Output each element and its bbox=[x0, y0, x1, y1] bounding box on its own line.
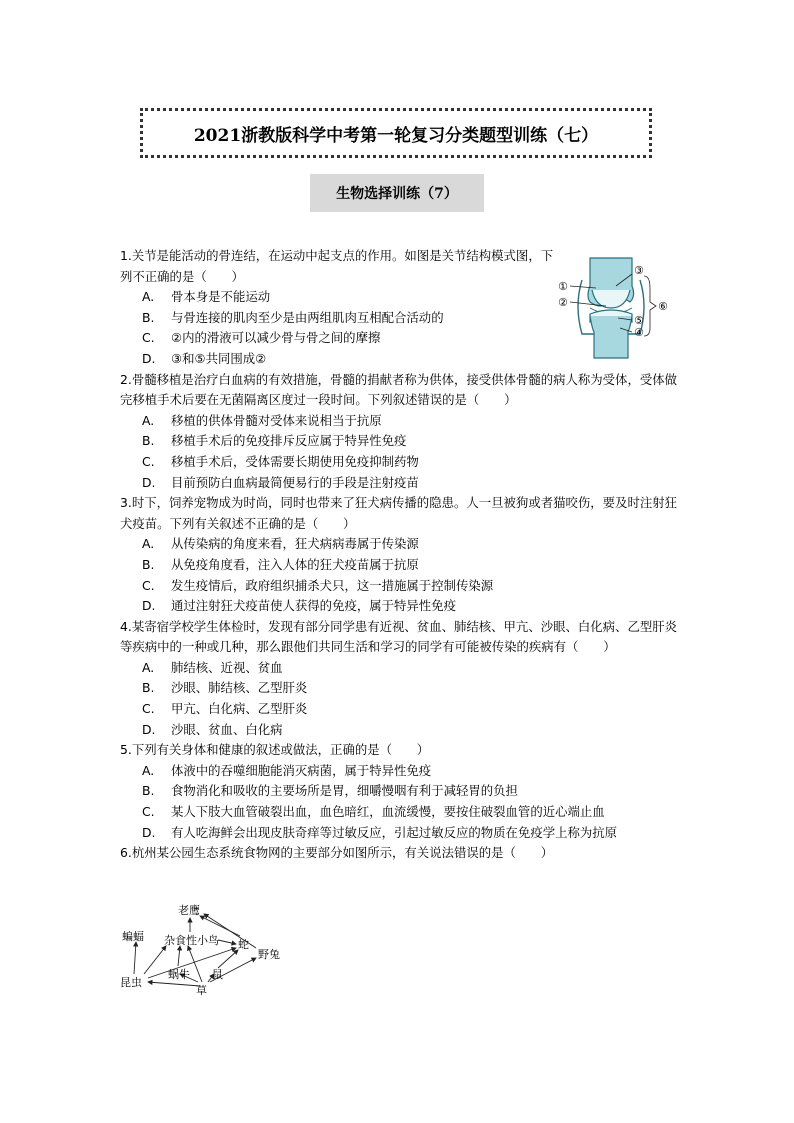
joint-label-3: ③ bbox=[634, 264, 644, 277]
title-box bbox=[140, 108, 652, 158]
option-a: A. 移植的供体骨髓对受体来说相当于抗原 bbox=[142, 412, 382, 428]
food-web-node-rabbit: 野兔 bbox=[258, 948, 280, 961]
option-d: D. 目前预防白血病最简便易行的手段是注射疫苗 bbox=[142, 474, 419, 490]
page-title: 2021浙教版科学中考第一轮复习分类题型训练（七） bbox=[193, 125, 599, 146]
section-subtitle: 生物选择训练（7） bbox=[310, 174, 484, 212]
question-stem: 3.时下，饲养宠物成为时尚，同时也带来了狂犬病传播的隐患。人一旦被狗或者猫咬伤，要及时注射狂犬疫苗。下列有关叙述不正确的是（ ） bbox=[120, 495, 678, 531]
food-web-node-insect: 昆虫 bbox=[120, 976, 142, 989]
joint-label-5: ⑤ bbox=[634, 314, 644, 327]
food-web-node-mouse: 鼠 bbox=[212, 968, 223, 981]
joint-label-6: ⑥ bbox=[658, 300, 668, 313]
option-c: C. 移植手术后，受体需要长期使用免疫抑制药物 bbox=[142, 453, 419, 469]
option-b: B. 移植手术后的免疫排斥反应属于特异性免疫 bbox=[142, 433, 407, 449]
option-b: B. 与骨连接的肌肉至少是由两组肌肉互相配合活动的 bbox=[142, 309, 444, 325]
question-6 bbox=[120, 843, 680, 864]
question-5 bbox=[120, 740, 680, 843]
question-2 bbox=[120, 370, 680, 494]
food-web-node-grass: 草 bbox=[196, 984, 207, 996]
option-b: B. 沙眼、肺结核、乙型肝炎 bbox=[142, 680, 308, 696]
option-c: C. 某人下肢大血管破裂出血，血色暗红，血流缓慢，要按住破裂血管的近心端止血 bbox=[142, 804, 605, 820]
option-b: B. 食物消化和吸收的主要场所是胃，细嚼慢咽有利于减轻胃的负担 bbox=[142, 783, 518, 799]
option-a: A. 肺结核、近视、贫血 bbox=[142, 659, 283, 675]
option-a: A. 体液中的吞噬细胞能消灭病菌，属于特异性免疫 bbox=[142, 762, 432, 778]
food-web-node-eagle: 老鹰 bbox=[178, 904, 200, 917]
question-stem: 2.骨髓移植是治疗白血病的有效措施，骨髓的捐献者称为供体，接受供体骨髓的病人称为受体，受体做完移植手术后要在无菌隔离区度过一段时间。下列叙述错误的是（ ） bbox=[120, 371, 678, 408]
question-stem: 6.杭州某公园生态系统食物网的主要部分如图所示，有关说法错误的是（ ） bbox=[120, 845, 554, 861]
option-a: A. 骨本身是不能运动 bbox=[142, 289, 271, 305]
option-d: D. 沙眼、贫血、白化病 bbox=[142, 721, 283, 737]
question-stem: 1.关节是能活动的骨连结，在运动中起支点的作用。如图是关节结构模式图，下列不正确的是（ ） bbox=[120, 248, 554, 284]
food-web-node-bird: 杂食性小鸟 bbox=[164, 934, 219, 947]
option-d: D. 通过注射狂犬疫苗使人获得的免疫，属于特异性免疫 bbox=[142, 598, 456, 614]
joint-label-2: ② bbox=[558, 296, 568, 309]
option-b: B. 从免疫角度看，注入人体的狂犬疫苗属于抗原 bbox=[142, 556, 419, 572]
food-web-node-snail: 蜗牛 bbox=[168, 968, 190, 981]
option-c: C. 甲亢、白化病、乙型肝炎 bbox=[142, 701, 308, 717]
option-d: D. 有人吃海鲜会出现皮肤奇痒等过敏反应，引起过敏反应的物质在免疫学上称为抗原 bbox=[142, 824, 618, 840]
question-stem: 4.某寄宿学校学生体检时，发现有部分同学患有近视、贫血、肺结核、甲亢、沙眼、白化病、乙型肝炎等疾病中的一种或几种，那么跟他们共同生活和学习的同学有可能被传染的疾病有（ ） bbox=[120, 618, 678, 655]
food-web-node-bat: 蝙蝠 bbox=[122, 930, 144, 943]
option-c: C. 发生疫情后，政府组织捕杀犬只，这一措施属于控制传染源 bbox=[142, 577, 494, 593]
joint-label-1: ① bbox=[558, 280, 568, 293]
question-4 bbox=[120, 617, 680, 741]
question-3 bbox=[120, 493, 680, 617]
option-d: D. ③和⑤共同围成② bbox=[142, 350, 267, 366]
option-a: A. 从传染病的角度来看，狂犬病病毒属于传染源 bbox=[142, 536, 419, 552]
food-web-diagram bbox=[118, 902, 298, 996]
option-c: C. ②内的滑液可以减少骨与骨之间的摩擦 bbox=[142, 330, 381, 346]
food-web-node-snake: 蛇 bbox=[238, 938, 249, 951]
joint-label-4: ④ bbox=[634, 326, 644, 339]
joint-diagram bbox=[556, 256, 676, 360]
question-stem: 5.下列有关身体和健康的叙述或做法，正确的是（ ） bbox=[120, 742, 430, 758]
